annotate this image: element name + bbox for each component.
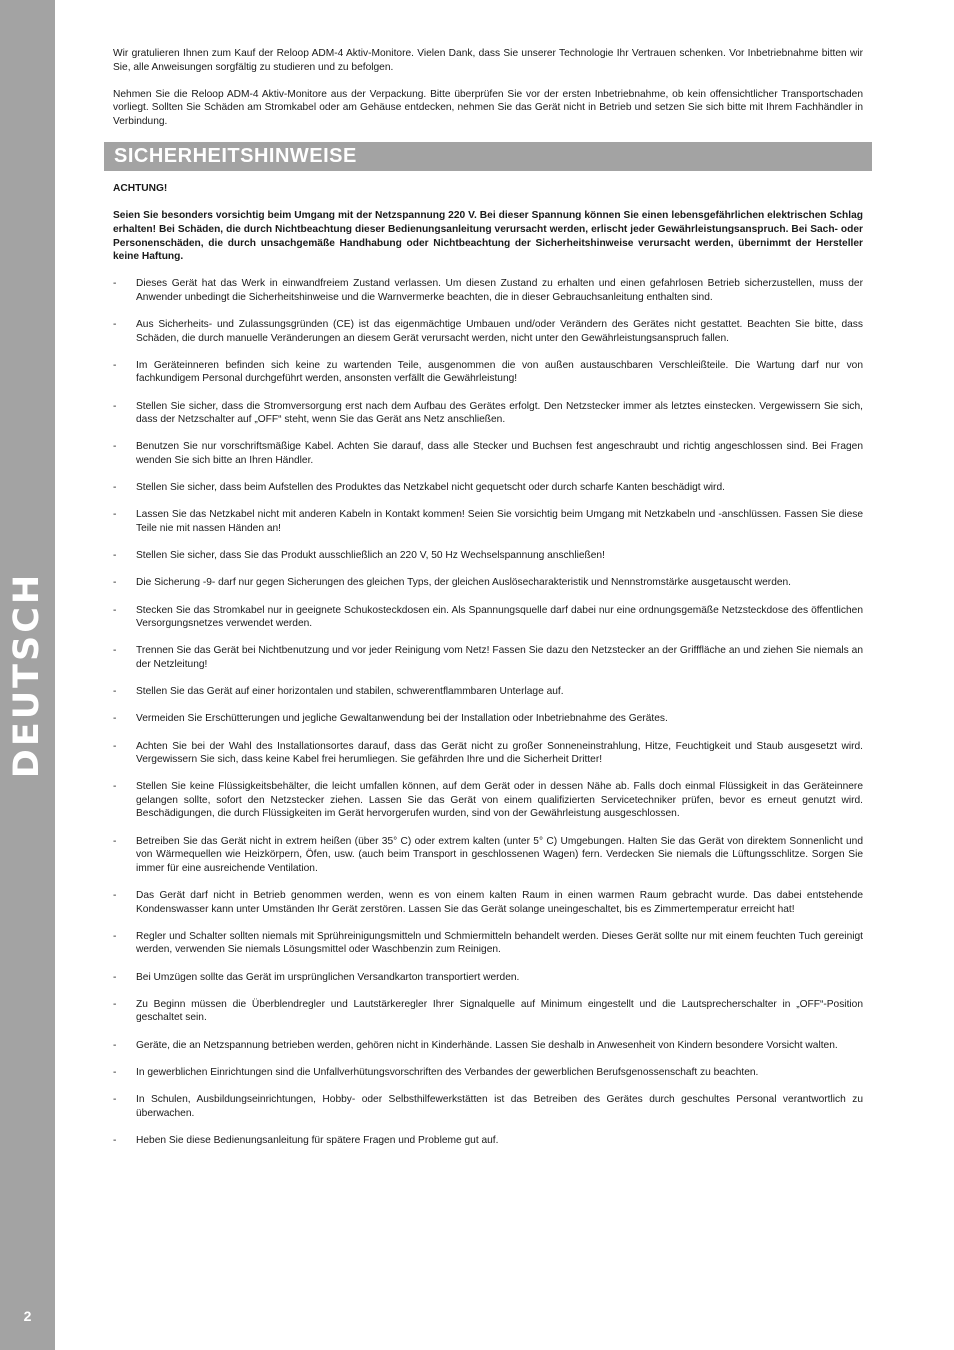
warning-text: Seien Sie besonders vorsichtig beim Umgang mit der Netzspannung 220 V. Bei dieser Spannung können Sie einen lebensgefährlichen elektrischen Schlag erhalten! Bei Schäden, die durch Nichtbeachtung dieser Bedienungsanleitung verursacht werden, erlischt jeder Gewährleistungsanspruch. Bei Sach- oder Personenschäden, die durch unsachgemäße Handhabung oder Nichtbeachtung der Sicherheitshinweise verursacht werden, übernimmt der Hersteller keine Haftung. [113,210,863,263]
safety-item: - Achten Sie bei der Wahl des Installationsortes darauf, dass das Gerät nicht zu großer Sonneneinstrahlung, Hitze, Feuchtigkeit und Staub ausgesetzt wird. Vergewissern Sie sich, dass keine Kabel frei herumliegen. Sie gefährden Ihre und die Sicherheit Dritter! [113,740,863,767]
safety-item: - Zu Beginn müssen die Überblendregler und Lautstärkeregler Ihrer Signalquelle auf Minimum eingestellt und die Lautsprecherschalter in „OFF“-Position geschaltet sein. [113,998,863,1025]
safety-item: - Stellen Sie das Gerät auf einer horizontalen und stabilen, schwerentflammbaren Unterlage auf. [113,685,863,699]
safety-item: - Stellen Sie sicher, dass Sie das Produkt ausschließlich an 220 V, 50 Hz Wechselspannung anschließen! [113,549,863,563]
safety-item: - Aus Sicherheits- und Zulassungsgründen (CE) ist das eigenmächtige Umbauen und/oder Verändern des Gerätes nicht gestattet. Beachten Sie bitte, dass Schäden, die durch manuelle Veränderungen an diesem Gerät verursacht werden, nicht unter den Gewährleistungsanspruch fallen. [113,318,863,345]
intro-paragraph: Nehmen Sie die Reloop ADM-4 Aktiv-Monitore aus der Verpackung. Bitte überprüfen Sie vor der ersten Inbetriebnahme, ob kein offensichtlicher Transportschaden vorliegt. Sollten Sie Schäden am Stromkabel oder am Gehäuse entdecken, nehmen Sie das Gerät nicht in Betrieb und setzen Sie sich bitte mit Ihrem Fachhändler in Verbindung. [113,88,863,127]
safety-item: - Betreiben Sie das Gerät nicht in extrem heißen (über 35° C) oder extrem kalten (unter 5° C) Umgebungen. Halten Sie das Gerät von direktem Sonnenlicht und von Wärmequellen wie Heizkörpern, Öfen, usw. (auch beim Transport in geschlossenen Wagen) fern. Verdecken Sie niemals die Lüftungsschlitze. Sorgen Sie immer für eine ausreichende Ventilation. [113,835,863,876]
safety-item: - Lassen Sie das Netzkabel nicht mit anderen Kabeln in Kontakt kommen! Seien Sie vorsichtig beim Umgang mit Netzkabeln und -anschlüssen. Fassen Sie diese Teile nie mit nassen Händen an! [113,508,863,535]
safety-item: - Dieses Gerät hat das Werk in einwandfreiem Zustand verlassen. Um diesen Zustand zu erhalten und einen gefahrlosen Betrieb sicherzustellen, muss der Anwender unbedingt die Sicherheitshinweise und die Warnvermerke beachten, die in dieser Gebrauchsanleitung enthalten sind. [113,277,863,304]
page-content [113,47,863,1161]
safety-item: - Stecken Sie das Stromkabel nur in geeignete Schukosteckdosen ein. Als Spannungsquelle darf dabei nur eine ordnungsgemäße Netzsteckdose des öffentlichen Versorgungsnetzes verwendet werden. [113,604,863,631]
language-label: DEUTSCH [7,571,47,779]
safety-item: - Die Sicherung -9- darf nur gegen Sicherungen des gleichen Typs, der gleichen Auslösecharakteristik und Nennstromstärke ausgetauscht werden. [113,576,863,590]
safety-item: - Stellen Sie keine Flüssigkeitsbehälter, die leicht umfallen können, auf dem Gerät oder in dessen Nähe ab. Falls doch einmal Flüssigkeit in das Geräteinnere gelangen sollte, sofort den Netzstecker ziehen. Lassen Sie das Gerät von einem qualifizierten Servicetechniker prüfen, bevor es erneut genutzt wird. Beschädigungen, die durch Flüssigkeiten im Gerät hervorgerufen wurden, sind von der Gewährleistung ausgeschlossen. [113,780,863,821]
warning-block [113,182,863,264]
safety-list [113,277,863,1147]
safety-item: - Im Geräteinneren befinden sich keine zu wartenden Teile, ausgenommen die von außen austauschbaren Verschleißteile. Die Wartung darf nur von fachkundigem Personal durchgeführt werden, ansonsten verfällt die Gewährleistung! [113,359,863,386]
safety-item: - In gewerblichen Einrichtungen sind die Unfallverhütungsvorschriften des Verbandes der gewerblichen Berufsgenossenschaft zu beachten. [113,1066,863,1080]
safety-item: - Trennen Sie das Gerät bei Nichtbenutzung und vor jeder Reinigung vom Netz! Fassen Sie dazu den Netzstecker an der Grifffläche an und ziehen Sie niemals an der Netzleitung! [113,644,863,671]
section-title: SICHERHEITSHINWEISE [104,142,872,171]
safety-item: - Stellen Sie sicher, dass beim Aufstellen des Produktes das Netzkabel nicht gequetscht oder durch scharfe Kanten beschädigt wird. [113,481,863,495]
safety-item: - Das Gerät darf nicht in Betrieb genommen werden, wenn es von einem kalten Raum in einen warmen Raum gebracht wurde. Das dabei entstehende Kondenswasser kann unter Umständen Ihr Gerät zerstören. Lassen Sie das Gerät solange uneingeschaltet, bis es Zimmertemperatur erreicht hat! [113,889,863,916]
safety-item: - Regler und Schalter sollten niemals mit Sprühreinigungsmitteln und Schmiermitteln behandelt werden. Dieses Gerät sollte nur mit einem feuchten Tuch gereinigt werden, verwenden Sie niemals Lösungsmittel oder Waschbenzin zum Reinigen. [113,930,863,957]
page-number: 2 [23,1308,32,1324]
safety-item: - Benutzen Sie nur vorschriftsmäßige Kabel. Achten Sie darauf, dass alle Stecker und Buchsen fest angeschraubt und richtig angeschlossen sind. Bei Fragen wenden Sie sich bitte an Ihren Händler. [113,440,863,467]
safety-item: - Bei Umzügen sollte das Gerät im ursprünglichen Versandkarton transportiert werden. [113,971,863,985]
safety-item: - Vermeiden Sie Erschütterungen und jegliche Gewaltanwendung bei der Installation oder Inbetriebnahme des Gerätes. [113,712,863,726]
intro-paragraph: Wir gratulieren Ihnen zum Kauf der Reloop ADM-4 Aktiv-Monitore. Vielen Dank, dass Sie unserer Technologie Ihr Vertrauen schenken. Vor Inbetriebnahme bitten wir Sie, alle Anweisungen sorgfältig zu studieren und zu befolgen. [113,48,863,73]
safety-item: - In Schulen, Ausbildungseinrichtungen, Hobby- oder Selbsthilfewerkstätten ist das Betreiben des Gerätes durch geschultes Personal verantwortlich zu überwachen. [113,1093,863,1120]
language-sidebar [0,0,55,1350]
safety-item: - Stellen Sie sicher, dass die Stromversorgung erst nach dem Aufbau des Gerätes erfolgt. Den Netzstecker immer als letztes einstecken. Vergewissern Sie sich, dass der Netzschalter auf „OFF“ steht, wenn Sie das Gerät ans Netz anschließen. [113,400,863,427]
warning-title: ACHTUNG! [113,183,168,195]
safety-item: - Geräte, die an Netzspannung betrieben werden, gehören nicht in Kinderhände. Lassen Sie deshalb in Anwesenheit von Kindern besondere Vorsicht walten. [113,1039,863,1053]
safety-item: - Heben Sie diese Bedienungsanleitung für spätere Fragen und Probleme gut auf. [113,1134,863,1148]
